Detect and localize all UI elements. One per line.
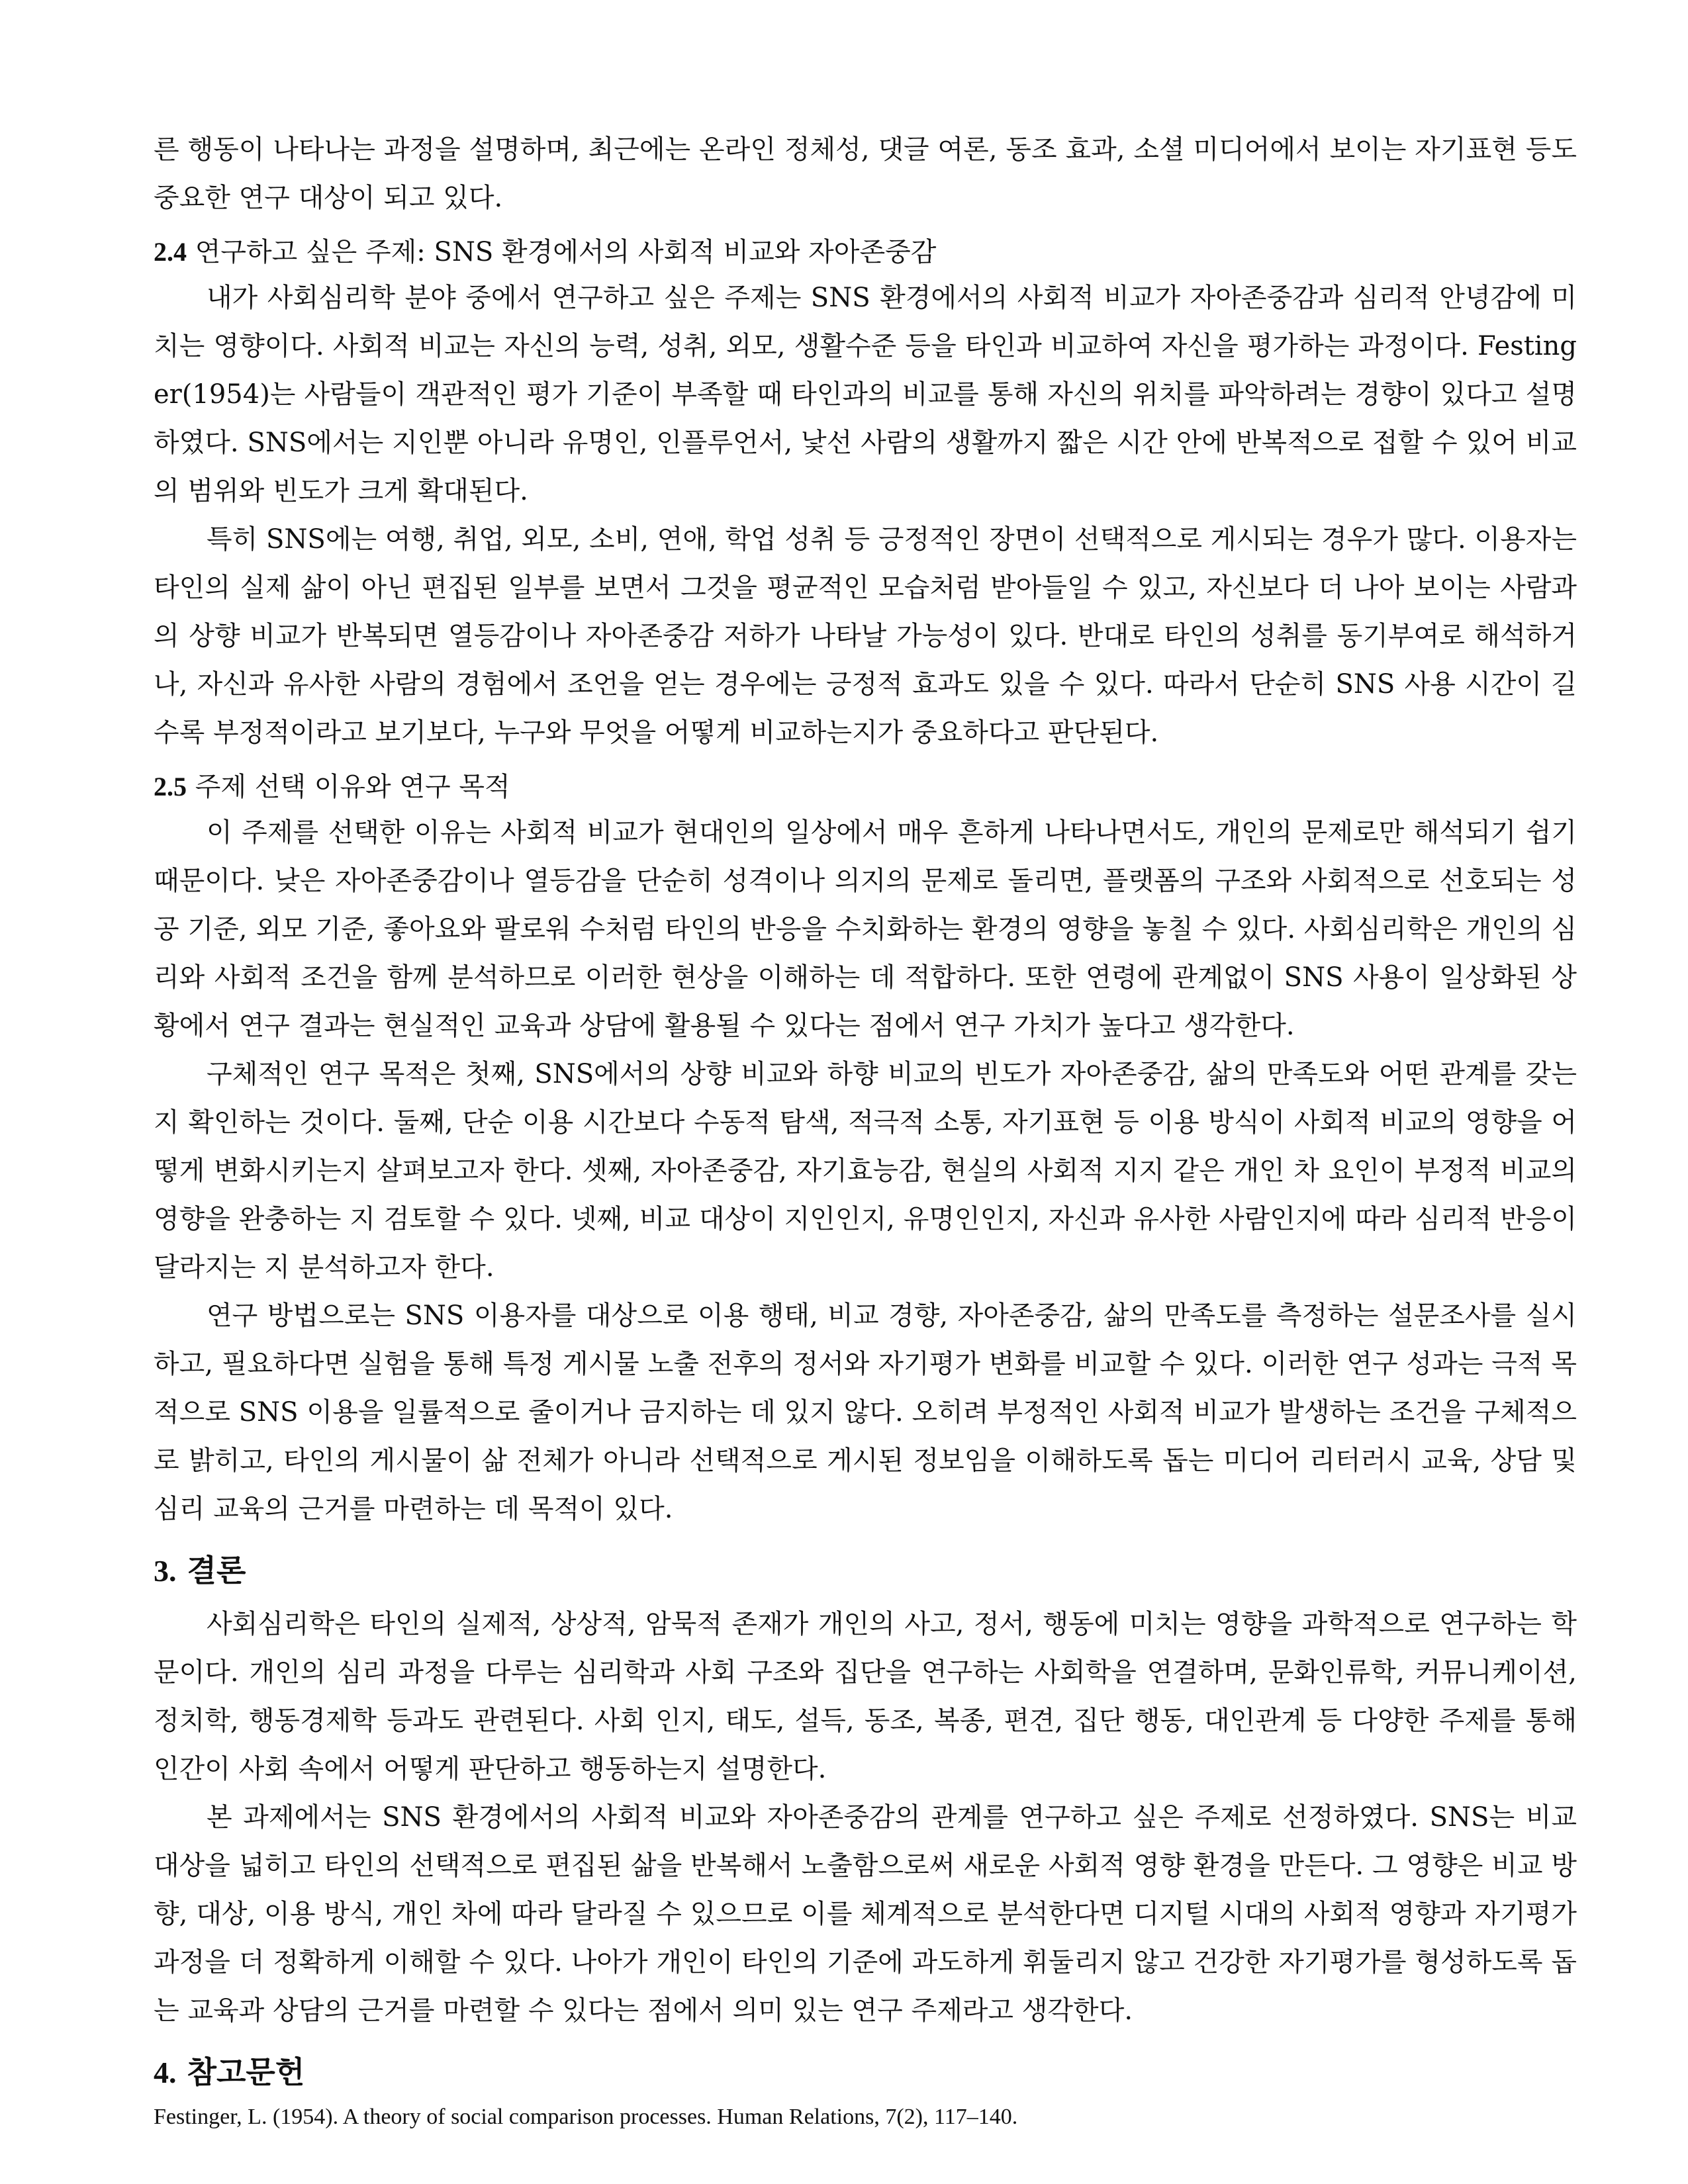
- section-number: 4.: [154, 2056, 177, 2089]
- reference-entry: Festinger, L. (1954). A theory of social comparison processes. Human Relations, 7(2), 117–140.: [154, 2105, 1018, 2129]
- body-paragraph: 내가 사회심리학 분야 중에서 연구하고 싶은 주제는 SNS 환경에서의 사회적 비교가 자아존중감과 심리적 안녕감에 미치는 영향이다. 사회적 비교는 자신의 능력, 성취, 외모, 생활수준 등을 타인과 비교하여 자신을 평가하는 과정이다. Festinger(1954)는 사람들이 객관적인 평가 기준이 부족할 때 타인과의 비교를 통해 자신의 위치를 파악하려는 경향이 있다고 설명하였다. SNS에서는 지인뿐 아니라 유명인, 인플루언서, 낯선 사람의 생활까지 짧은 시간 안에 반복적으로 접할 수 있어 비교의 범위와 빈도가 크게 확대된다.: [154, 283, 1577, 506]
- section-title: 연구하고 싶은 주제: SNS 환경에서의 사회적 비교와 자아존중감: [195, 237, 937, 267]
- body-paragraph: 사회심리학은 타인의 실제적, 상상적, 암묵적 존재가 개인의 사고, 정서, 행동에 미치는 영향을 과학적으로 연구하는 학문이다. 개인의 심리 과정을 다루는 심리학과 사회 구조와 집단을 연구하는 사회학을 연결하며, 문화인류학, 커뮤니케이션, 정치학, 행동경제학 등과도 관련된다. 사회 인지, 태도, 설득, 동조, 복종, 편견, 집단 행동, 대인관계 등 다양한 주제를 통해 인간이 사회 속에서 어떻게 판단하고 행동하는지 설명한다.: [154, 1609, 1577, 1784]
- section-number: 2.4: [154, 237, 187, 267]
- body-paragraph: 이 주제를 선택한 이유는 사회적 비교가 현대인의 일상에서 매우 흔하게 나타나면서도, 개인의 문제로만 해석되기 쉽기 때문이다. 낮은 자아존중감이나 열등감을 단순히 성격이나 의지의 문제로 돌리면, 플랫폼의 구조와 사회적으로 선호되는 성공 기준, 외모 기준, 좋아요와 팔로워 수처럼 타인의 반응을 수치화하는 환경의 영향을 놓칠 수 있다. 사회심리학은 개인의 심리와 사회적 조건을 함께 분석하므로 이러한 현상을 이해하는 데 적합하다. 또한 연령에 관계없이 SNS 사용이 일상화된 상황에서 연구 결과는 현실적인 교육과 상담에 활용될 수 있다는 점에서 연구 가치가 높다고 생각한다.: [154, 817, 1577, 1041]
- page-content: [154, 126, 1577, 2132]
- section-title: 결론: [187, 1553, 246, 1588]
- section-4-heading: [154, 2050, 1577, 2095]
- section-title: 참고문헌: [187, 2054, 305, 2090]
- body-paragraph: 본 과제에서는 SNS 환경에서의 사회적 비교와 자아존중감의 관계를 연구하고 싶은 주제로 선정하였다. SNS는 비교 대상을 넓히고 타인의 선택적으로 편집된 삶을 반복해서 노출함으로써 새로운 사회적 영향 환경을 만든다. 그 영향은 비교 방향, 대상, 이용 방식, 개인 차에 따라 달라질 수 있으므로 이를 체계적으로 분석한다면 디지털 시대의 사회적 영향과 자기평가 과정을 더 정확하게 이해할 수 있다. 나아가 개인이 타인의 기준에 과도하게 휘둘리지 않고 건강한 자기평가를 형성하도록 돕는 교육과 상담의 근거를 마련할 수 있다는 점에서 의미 있는 연구 주제라고 생각한다.: [154, 1802, 1577, 2026]
- section-3-heading: [154, 1548, 1577, 1594]
- section-number: 3.: [154, 1554, 177, 1588]
- intro-paragraph: 른 행동이 나타나는 과정을 설명하며, 최근에는 온라인 정체성, 댓글 여론, 동조 효과, 소셜 미디어에서 보이는 자기표현 등도 중요한 연구 대상이 되고 있다.: [154, 134, 1577, 213]
- section-2-5-heading: [154, 766, 1577, 807]
- section-title: 주제 선택 이유와 연구 목적: [195, 772, 510, 802]
- body-paragraph: 구체적인 연구 목적은 첫째, SNS에서의 상향 비교와 하향 비교의 빈도가 자아존중감, 삶의 만족도와 어떤 관계를 갖는지 확인하는 것이다. 둘째, 단순 이용 시간보다 수동적 탐색, 적극적 소통, 자기표현 등 이용 방식이 사회적 비교의 영향을 어떻게 변화시키는지 살펴보고자 한다. 셋째, 자아존중감, 자기효능감, 현실의 사회적 지지 같은 개인 차 요인이 부정적 비교의 영향을 완충하는 지 검토할 수 있다. 넷째, 비교 대상이 지인인지, 유명인인지, 자신과 유사한 사람인지에 따라 심리적 반응이 달라지는 지 분석하고자 한다.: [154, 1059, 1577, 1283]
- body-paragraph: 연구 방법으로는 SNS 이용자를 대상으로 이용 행태, 비교 경향, 자아존중감, 삶의 만족도를 측정하는 설문조사를 실시하고, 필요하다면 실험을 통해 특정 게시물 노출 전후의 정서와 자기평가 변화를 비교할 수 있다. 이러한 연구 성과는 극적 목적으로 SNS 이용을 일률적으로 줄이거나 금지하는 데 있지 않다. 오히려 부정적인 사회적 비교가 발생하는 조건을 구체적으로 밝히고, 타인의 게시물이 삶 전체가 아니라 선택적으로 게시된 정보임을 이해하도록 돕는 미디어 리터러시 교육, 상담 및 심리 교육의 근거를 마련하는 데 목적이 있다.: [154, 1300, 1577, 1524]
- section-2-4-heading: [154, 232, 1577, 273]
- section-number: 2.5: [154, 772, 187, 801]
- body-paragraph: 특히 SNS에는 여행, 취업, 외모, 소비, 연애, 학업 성취 등 긍정적인 장면이 선택적으로 게시되는 경우가 많다. 이용자는 타인의 실제 삶이 아닌 편집된 일부를 보면서 그것을 평균적인 모습처럼 받아들일 수 있고, 자신보다 더 나아 보이는 사람과의 상향 비교가 반복되면 열등감이나 자아존중감 저하가 나타날 가능성이 있다. 반대로 타인의 성취를 동기부여로 해석하거나, 자신과 유사한 사람의 경험에서 조언을 얻는 경우에는 긍정적 효과도 있을 수 있다. 따라서 단순히 SNS 사용 시간이 길수록 부정적이라고 보기보다, 누구와 무엇을 어떻게 비교하는지가 중요하다고 판단된다.: [154, 524, 1577, 748]
